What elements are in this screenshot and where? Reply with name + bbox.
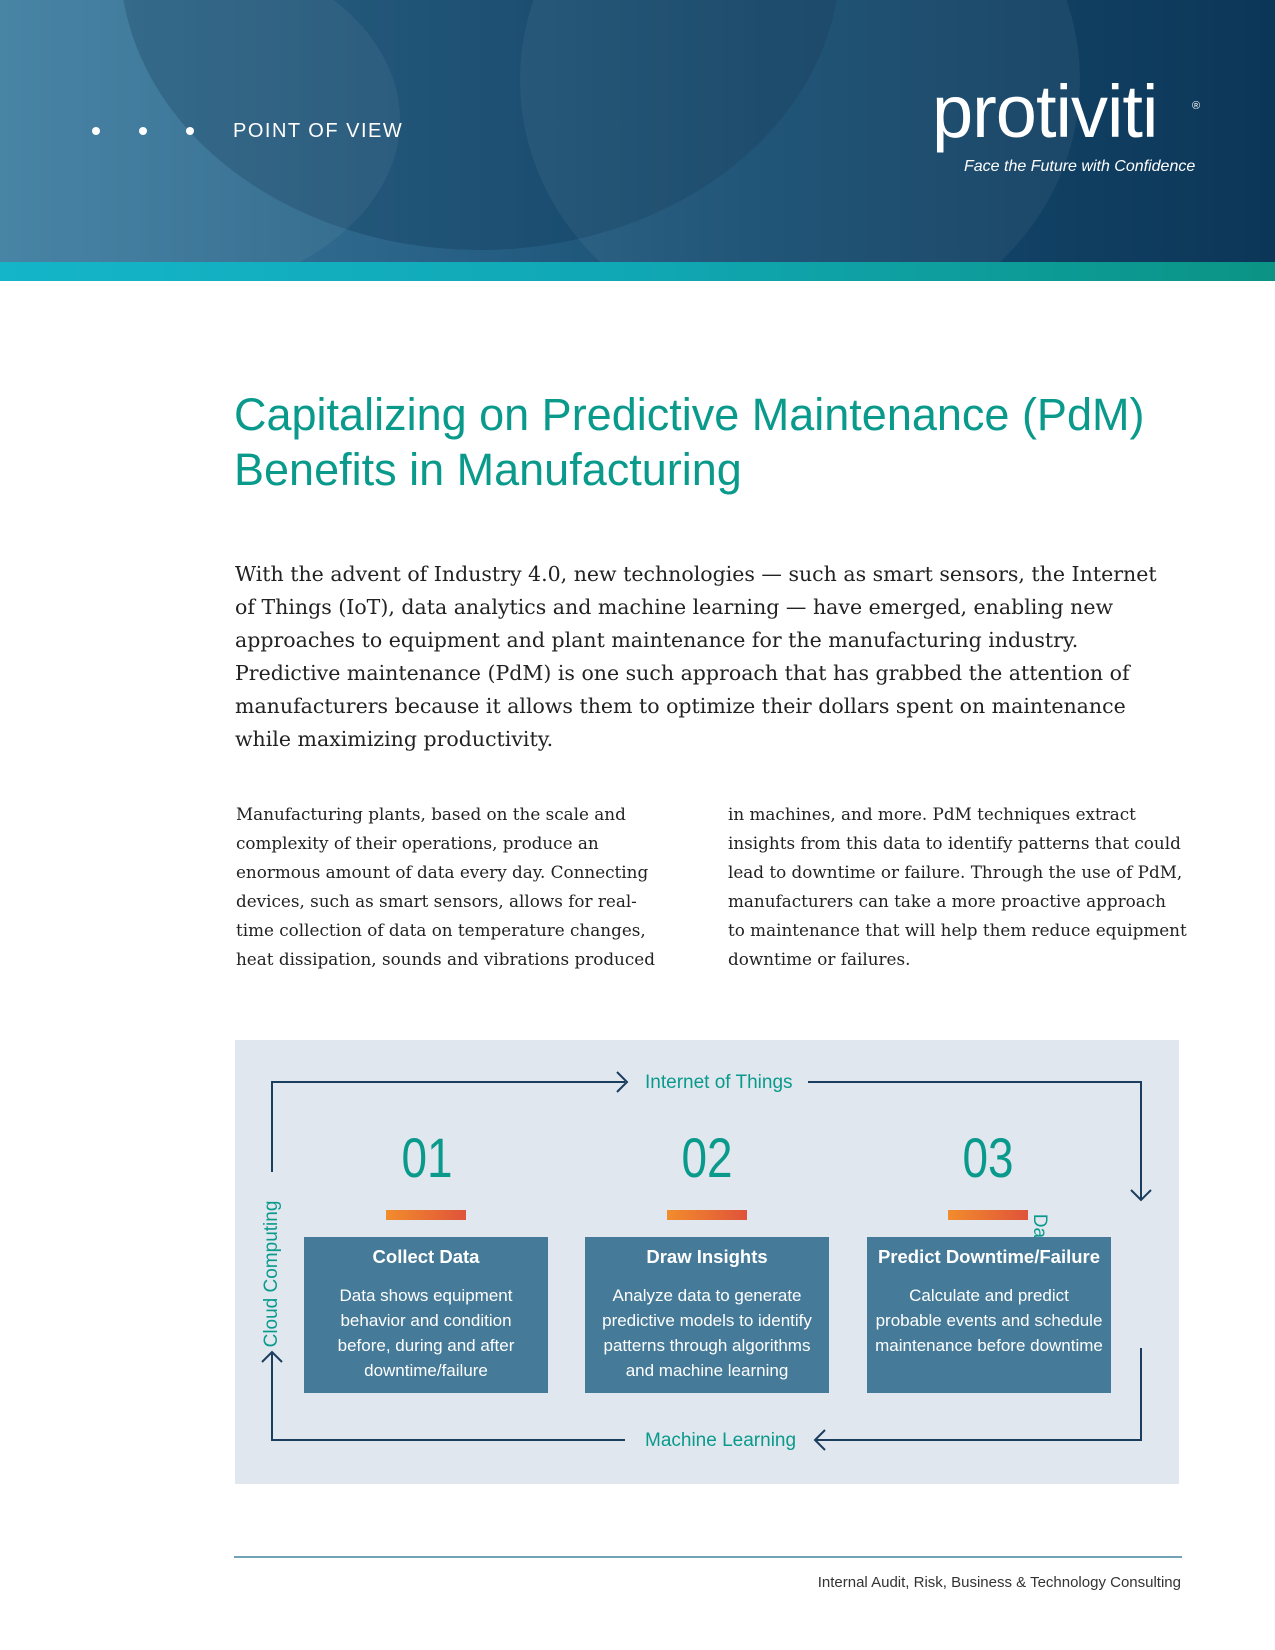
- step-description: Analyze data to generate predictive models to identify patterns through algorithms and machine learning: [602, 1286, 812, 1380]
- step-number: 01: [401, 1126, 453, 1189]
- step-card-draw-insights: [585, 1237, 829, 1393]
- step-title: Draw Insights: [646, 1246, 768, 1267]
- logo-tagline: Face the Future with Confidence: [964, 158, 1196, 175]
- step-card-collect-data: [304, 1237, 548, 1393]
- document-title: Capitalizing on Predictive Maintenance (PdM) Benefits in Manufacturing: [234, 389, 1145, 495]
- step-accent-bar: [667, 1210, 747, 1220]
- header-stripe: [0, 262, 1275, 281]
- dot: [139, 127, 147, 135]
- step-number: 03: [962, 1126, 1014, 1189]
- machine-learning-label: Machine Learning: [645, 1430, 797, 1451]
- lead-paragraph: With the advent of Industry 4.0, new technologies — such as smart sensors, the Internet of Things (IoT), data analytics and machine learning — have emerged, enabling new approaches to equipment and plant maintenance for the manufacturing industry. Predictive maintenance (PdM) is one such approach that has grabbed the attention of manufacturers because it allows them to optimize their dollars spent on maintenance while maximizing productivity.: [235, 562, 1157, 751]
- step-card-predict-downtime: [867, 1237, 1111, 1393]
- cloud-computing-label: Cloud Computing: [261, 1200, 282, 1348]
- internet-of-things-label: Internet of Things: [645, 1072, 793, 1093]
- step-number: 02: [681, 1126, 733, 1189]
- header-banner: [0, 0, 1275, 262]
- dot: [92, 127, 100, 135]
- protiviti-logo: protiviti: [932, 70, 1158, 153]
- step-title: Predict Downtime/Failure: [877, 1246, 1101, 1267]
- step-description: Calculate and predict probable events and schedule maintenance before downtime: [875, 1286, 1103, 1355]
- step-accent-bar: [948, 1210, 1028, 1220]
- footer-text: Internal Audit, Risk, Business & Technology Consulting: [817, 1574, 1181, 1591]
- pdm-cycle-diagram: [235, 1040, 1179, 1484]
- body-column-left: Manufacturing plants, based on the scale and complexity of their operations, produce an enormous amount of data every day. Connecting devices, such as smart sensors, allows for real-time collection of data on temperature changes, heat dissipation, sounds and vibrations produced: [236, 804, 655, 969]
- registered-mark: ®: [1192, 100, 1201, 112]
- section-label: POINT OF VIEW: [233, 120, 404, 142]
- step-description: Data shows equipment behavior and condition before, during and after downtime/failure: [337, 1286, 515, 1380]
- body-column-right: in machines, and more. PdM techniques extract insights from this data to identify patterns that could lead to downtime or failure. Through the use of PdM, manufacturers can take a more proactive approach to maintenance that will help them reduce equipment downtime or failures.: [728, 804, 1187, 969]
- dot: [186, 127, 194, 135]
- footer-divider: [234, 1556, 1182, 1558]
- step-accent-bar: [386, 1210, 466, 1220]
- step-title: Collect Data: [372, 1246, 480, 1267]
